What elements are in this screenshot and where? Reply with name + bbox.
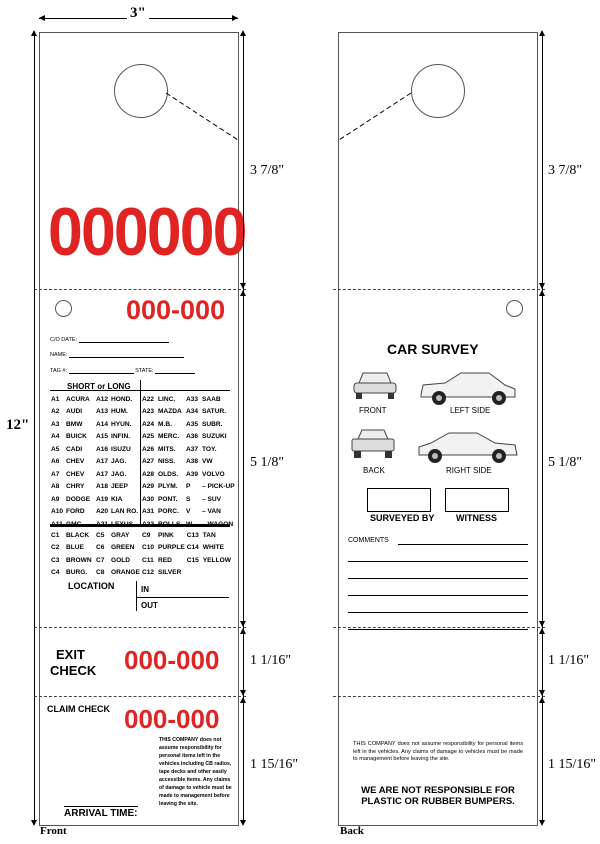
value-cell: OLDS. <box>158 470 179 478</box>
small-hole <box>506 300 523 317</box>
view-front-label: FRONT <box>359 406 387 415</box>
code-cell: A28 <box>142 470 155 478</box>
car-survey-title: CAR SURVEY <box>387 341 479 357</box>
car-left-side-icon <box>415 367 519 409</box>
value-cell: – VAN <box>202 508 221 516</box>
claim-number: 000-000 <box>124 704 220 734</box>
value-cell: MITS. <box>158 445 176 453</box>
value-cell <box>202 567 232 580</box>
value-cell: LINC. <box>158 395 176 403</box>
code-cell: V <box>186 508 191 516</box>
value-cell: INFIN. <box>111 433 131 441</box>
comments-label: COMMENTS <box>348 537 389 544</box>
code-cell: C8 <box>96 569 105 577</box>
value-cell: GOLD <box>111 556 131 564</box>
code-cell: A15 <box>96 433 109 441</box>
code-cell: A6 <box>51 458 60 466</box>
code-cell: C13 <box>186 531 199 539</box>
color-code-row <box>50 542 232 555</box>
code-cell: C15 <box>186 556 199 564</box>
color-code-row <box>50 529 232 542</box>
color-code-row <box>50 567 232 580</box>
value-cell: HYUN. <box>111 420 132 428</box>
value-cell: BROWN <box>66 556 92 564</box>
code-cell: A23 <box>142 408 155 416</box>
value-cell: BLUE <box>66 544 84 552</box>
code-cell: A31 <box>142 508 155 516</box>
code-cell: C5 <box>96 531 105 539</box>
value-cell: ACURA <box>66 395 90 403</box>
make-code-row <box>50 431 236 444</box>
perforation <box>333 289 545 290</box>
claim-check-label: CLAIM CHECK <box>47 704 110 714</box>
back-disclaimer: THIS COMPANY does not assume responsibility for personal items left in the vehicles. Any claims of damage to vehicles must be made to management before leaving the site. <box>353 741 523 762</box>
code-cell: A38 <box>186 458 199 466</box>
out-label: OUT <box>141 601 158 610</box>
comments-lines[interactable] <box>348 544 528 630</box>
make-code-row <box>50 493 236 506</box>
front-tag <box>39 32 246 826</box>
perforation <box>34 627 246 628</box>
code-cell: A20 <box>96 508 109 516</box>
code-cell: A10 <box>51 508 64 516</box>
code-cell: C1 <box>51 531 60 539</box>
perforation <box>333 696 545 697</box>
back-tag <box>338 32 538 826</box>
code-cell: A21 <box>96 520 109 528</box>
code-cell: A17 <box>96 458 109 466</box>
code-cell: A39 <box>186 470 199 478</box>
tag-field[interactable]: TAG #: STATE: <box>50 368 195 374</box>
code-cell: A24 <box>142 420 155 428</box>
co-date-field[interactable]: C/O DATE: <box>50 337 169 343</box>
front-disclaimer: THIS COMPANY does not assume responsibility for personal items left in the vehicles including CB radios, tape decks and other easily accessible items. Any claims of damage to vehicle must be made to management before leaving the site. <box>159 737 232 807</box>
code-cell: A37 <box>186 445 199 453</box>
value-cell: – SUV <box>202 495 222 503</box>
value-cell: PLYM. <box>158 483 178 491</box>
dim-section-2: 5 1/8" <box>548 455 583 470</box>
value-cell: HUM. <box>111 408 128 416</box>
value-cell: TOY. <box>202 445 217 453</box>
value-cell: CHRY <box>66 483 85 491</box>
dim-section-4: 1 15/16" <box>250 757 299 772</box>
dim-section-1: 3 7/8" <box>250 163 285 178</box>
value-cell: ROLLS <box>158 520 181 528</box>
value-cell: BMW <box>66 420 83 428</box>
back-label: Back <box>340 825 364 837</box>
code-cell: P <box>186 483 191 491</box>
car-front-icon <box>351 369 399 401</box>
make-code-row <box>50 418 236 431</box>
car-right-side-icon <box>415 427 523 467</box>
value-cell: LEXUS <box>111 520 133 528</box>
value-cell: LAN RO. <box>111 508 139 516</box>
code-cell: A22 <box>142 395 155 403</box>
value-cell: AUDI <box>66 408 83 416</box>
surveyed-by-label: SURVEYED BY <box>370 513 435 523</box>
code-cell: A29 <box>142 483 155 491</box>
value-cell: SUBR. <box>202 420 223 428</box>
make-code-row <box>50 481 236 494</box>
code-cell: A36 <box>186 433 199 441</box>
code-cell: C7 <box>96 556 105 564</box>
code-cell: A14 <box>96 420 109 428</box>
value-cell: PINK <box>158 531 174 539</box>
not-responsible-notice: WE ARE NOT RESPONSIBLE FOR PLASTIC OR RUBBER BUMPERS. <box>361 785 515 807</box>
code-cell: C14 <box>186 544 199 552</box>
exit-number: 000-000 <box>124 645 220 675</box>
short-or-long-label: SHORT or LONG <box>67 382 131 391</box>
code-cell: A12 <box>96 395 109 403</box>
perforation <box>34 696 246 697</box>
value-cell: HOND. <box>111 395 133 403</box>
value-cell: SATUR. <box>202 408 227 416</box>
value-cell: SAAB <box>202 395 221 403</box>
make-code-row <box>50 393 236 406</box>
witness-label: WITNESS <box>456 513 498 523</box>
in-label: IN <box>141 585 149 594</box>
location-label: LOCATION <box>68 581 115 591</box>
code-cell: A7 <box>51 470 60 478</box>
value-cell: – PICK-UP <box>202 483 235 491</box>
code-cell: A11 <box>51 520 63 528</box>
code-cell: A8 <box>51 483 60 491</box>
value-cell: M.B. <box>158 420 172 428</box>
code-cell: C12 <box>142 569 155 577</box>
code-cell: A18 <box>96 483 109 491</box>
make-code-row <box>50 506 236 519</box>
value-cell: GMC <box>66 520 82 528</box>
code-cell <box>186 567 202 580</box>
slit-line <box>339 33 539 153</box>
code-cell: C4 <box>51 569 60 577</box>
surveyed-by-box[interactable] <box>367 488 431 512</box>
value-cell: PORC. <box>158 508 179 516</box>
name-field[interactable]: NAME: <box>50 352 184 358</box>
value-cell: BLACK <box>66 531 90 539</box>
dim-section-3: 1 1/16" <box>250 653 292 668</box>
value-cell: ISUZU <box>111 445 131 453</box>
value-cell: CHEV <box>66 470 85 478</box>
value-cell: PONT. <box>158 495 178 503</box>
code-cell: C11 <box>142 556 154 564</box>
value-cell: SUZUKI <box>202 433 227 441</box>
code-cell: A26 <box>142 445 155 453</box>
code-cell: S <box>186 495 191 503</box>
value-cell: ORANGE <box>111 569 140 577</box>
value-cell: WHITE <box>202 544 224 552</box>
code-cell: C2 <box>51 544 60 552</box>
code-cell: A17 <box>96 470 109 478</box>
value-cell: BURG. <box>66 569 88 577</box>
view-left-side-label: LEFT SIDE <box>450 406 491 415</box>
code-cell: A13 <box>96 408 109 416</box>
value-cell: JAG. <box>111 458 127 466</box>
code-cell: A9 <box>51 495 60 503</box>
code-cell: A25 <box>142 433 155 441</box>
value-cell: PURPLE <box>158 544 185 552</box>
perforation <box>34 289 246 290</box>
code-cell: A3 <box>51 420 60 428</box>
value-cell: GREEN <box>111 544 135 552</box>
height-label: 12" <box>6 417 30 433</box>
make-code-row <box>50 443 236 456</box>
make-code-row <box>50 456 236 469</box>
small-hole <box>55 300 72 317</box>
code-cell: C3 <box>51 556 60 564</box>
value-cell: CADI <box>66 445 83 453</box>
code-cell: A1 <box>51 395 60 403</box>
value-cell: JAG. <box>111 470 127 478</box>
make-codes-table <box>50 393 236 531</box>
value-cell: CHEV <box>66 458 85 466</box>
code-cell: A2 <box>51 408 60 416</box>
value-cell: JEEP <box>111 483 128 491</box>
view-right-side-label: RIGHT SIDE <box>446 466 492 475</box>
value-cell: SILVER <box>158 569 182 577</box>
dim-section-1: 3 7/8" <box>548 163 583 178</box>
stub-number: 000000 <box>48 194 246 270</box>
code-cell: C6 <box>96 544 105 552</box>
value-cell: KIA <box>111 495 123 503</box>
arrival-time-label: ARRIVAL TIME: <box>64 808 138 819</box>
code-cell: A33 <box>186 395 199 403</box>
width-dimension <box>39 5 238 25</box>
value-cell: TAN <box>202 531 216 539</box>
value-cell: GRAY <box>111 531 130 539</box>
code-cell: C10 <box>142 544 155 552</box>
code-cell: W <box>186 520 193 528</box>
value-cell: DODGE <box>66 495 91 503</box>
witness-box[interactable] <box>445 488 509 512</box>
width-label: 3" <box>127 5 149 22</box>
value-cell: RED <box>158 556 172 564</box>
make-code-row <box>50 468 236 481</box>
perforation <box>333 627 545 628</box>
code-cell: A16 <box>96 445 109 453</box>
code-cell: C9 <box>142 531 151 539</box>
value-cell: – WAGON <box>202 520 234 528</box>
code-cell: A32 <box>142 520 155 528</box>
main-number: 000-000 <box>126 295 226 325</box>
code-cell: A4 <box>51 433 60 441</box>
value-cell: MAZDA <box>158 408 182 416</box>
code-cell: A30 <box>142 495 155 503</box>
code-cell: A27 <box>142 458 155 466</box>
value-cell: MERC. <box>158 433 180 441</box>
color-codes-table <box>50 529 232 579</box>
height-dimension-line <box>34 32 35 824</box>
color-code-row <box>50 554 232 567</box>
value-cell: FORD <box>66 508 85 516</box>
code-cell: A35 <box>186 420 199 428</box>
car-back-icon <box>349 427 397 461</box>
value-cell: YELLOW <box>202 556 231 564</box>
dim-section-2: 5 1/8" <box>250 455 285 470</box>
exit-check-label: EXIT CHECK <box>50 647 97 678</box>
value-cell: VOLVO <box>202 470 225 478</box>
code-cell: A19 <box>96 495 109 503</box>
slit-line <box>40 33 240 153</box>
make-code-row <box>50 406 236 419</box>
value-cell: NISS. <box>158 458 176 466</box>
value-cell: VW <box>202 458 213 466</box>
front-label: Front <box>40 825 67 837</box>
code-cell: A34 <box>186 408 199 416</box>
dim-section-3: 1 1/16" <box>548 653 590 668</box>
view-back-label: BACK <box>363 466 385 475</box>
code-cell: A5 <box>51 445 60 453</box>
value-cell: BUICK <box>66 433 87 441</box>
dim-section-4: 1 15/16" <box>548 757 597 772</box>
